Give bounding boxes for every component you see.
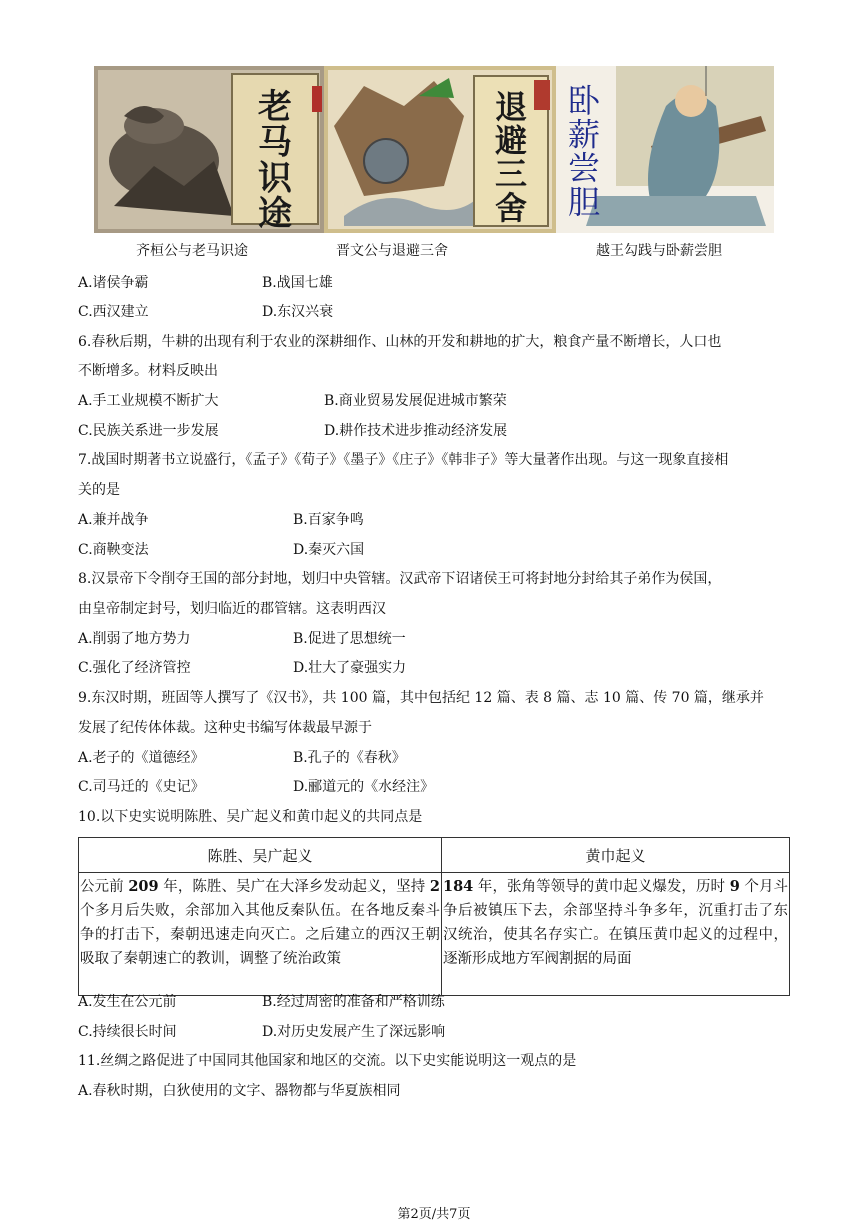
title-char: 马 <box>258 122 292 163</box>
q7-option-b[interactable]: B.百家争鸣 <box>293 512 364 528</box>
q7-options-row-2 <box>78 539 365 561</box>
q7-stem-line-2: 关的是 <box>78 482 120 498</box>
q5-option-c[interactable]: C.西汉建立 <box>78 304 149 320</box>
image-title-2 <box>495 88 527 227</box>
q8-option-a[interactable]: A.削弱了地方势力 <box>78 631 191 647</box>
q10-options-row-1 <box>78 991 445 1013</box>
q8-options-row-2 <box>78 657 407 679</box>
caption-1: 齐桓公与老马识途 <box>136 243 248 259</box>
q9-option-b[interactable]: B.孔子的《春秋》 <box>293 750 406 766</box>
image-woxin-changdan <box>556 66 774 233</box>
page-number: 第2页/共7页 <box>397 1207 471 1222</box>
caption-2: 晋文公与退避三舍 <box>336 243 448 259</box>
q9-options-row-1 <box>78 747 406 769</box>
q6-option-d[interactable]: D.耕作技术进步推动经济发展 <box>324 423 508 439</box>
title-char: 老 <box>258 87 292 127</box>
cell-text: 公元前 <box>80 879 129 895</box>
image-title-1 <box>258 87 293 233</box>
q9-stem-line-1: 9.东汉时期，班固等人撰写了《汉书》，共 100 篇，其中包括纪 12 篇、表 8 篇、志 10 篇、传 70 篇，继承并 <box>78 690 764 706</box>
q6-option-b[interactable]: B.商业贸易发展促进城市繁荣 <box>324 393 507 409</box>
q7-option-c[interactable]: C.商鞅变法 <box>78 542 149 558</box>
table-header-huangjin: 黄巾起义 <box>442 838 790 873</box>
title-char: 途 <box>258 194 292 233</box>
q10-option-d[interactable]: D.对历史发展产生了深远影响 <box>262 1024 446 1040</box>
title-char: 舍 <box>494 188 528 227</box>
q11-stem: 11.丝绸之路促进了中国同其他国家和地区的交流。以下史实能说明这一观点的是 <box>78 1053 577 1069</box>
q7-options-row-1 <box>78 509 364 531</box>
cell-number: 9 <box>729 878 740 895</box>
q6-options-row-2 <box>78 420 508 442</box>
image-title-3 <box>568 82 601 221</box>
title-char: 卧 <box>567 82 601 120</box>
q10-option-b[interactable]: B.经过周密的准备和严格训练 <box>262 994 445 1010</box>
title-char: 三 <box>494 155 528 194</box>
image-laoma-shitu <box>94 66 324 233</box>
q8-options-row-1 <box>78 628 406 650</box>
title-char: 薪 <box>567 115 601 154</box>
q6-options-row-1 <box>78 390 507 412</box>
q5-option-d[interactable]: D.东汉兴衰 <box>262 304 334 320</box>
illustration-strip <box>94 66 774 233</box>
cell-text: 个月斗争后被镇压下去，余部坚持斗争多年，沉重打击了东汉统治，使其名存实亡。在镇压黄巾起义的过程中，逐渐形成地方军阀割据的局面 <box>443 879 788 967</box>
q10-option-a[interactable]: A.发生在公元前 <box>78 994 177 1010</box>
q10-options-row-2 <box>78 1021 446 1043</box>
q8-stem-line-2: 由皇帝制定封号，划归临近的郡管辖。这表明西汉 <box>78 601 386 617</box>
title-char: 尝 <box>567 149 601 188</box>
q9-option-c[interactable]: C.司马迁的《史记》 <box>78 779 205 795</box>
q10-stem: 10.以下史实说明陈胜、吴广起义和黄巾起义的共同点是 <box>78 809 423 825</box>
table-header-chensheng: 陈胜、吴广起义 <box>79 838 442 873</box>
table-cell-huangjin <box>442 873 790 996</box>
cell-number: 184 <box>443 878 474 895</box>
q7-option-d[interactable]: D.秦灭六国 <box>293 542 365 558</box>
title-char: 胆 <box>567 182 601 221</box>
table-header-row <box>79 838 790 873</box>
q6-stem-line-2: 不断增多。材料反映出 <box>78 363 218 379</box>
q5-options-row-1 <box>78 272 333 294</box>
q8-option-c[interactable]: C.强化了经济管控 <box>78 660 191 676</box>
q9-options-row-2 <box>78 776 435 798</box>
q10-option-c[interactable]: C.持续很长时间 <box>78 1024 177 1040</box>
title-char: 退 <box>494 88 528 126</box>
q6-option-a[interactable]: A.手工业规模不断扩大 <box>78 393 219 409</box>
q8-stem-line-1: 8.汉景帝下令削夺王国的部分封地，划归中央管辖。汉武帝下诏诸侯王可将封地分封给其子弟作为侯国， <box>78 571 722 587</box>
cell-text: 年，张角等领导的黄巾起义爆发，历时 <box>473 879 730 895</box>
caption-3: 越王勾践与卧薪尝胆 <box>596 243 722 259</box>
cell-number: 209 <box>128 878 159 895</box>
q9-option-d[interactable]: D.郦道元的《水经注》 <box>293 779 435 795</box>
q5-option-b[interactable]: B.战国七雄 <box>262 275 333 291</box>
cell-text: 年，陈胜、吴广在大泽乡发动起义，坚持 <box>158 879 430 895</box>
title-char: 避 <box>494 121 528 160</box>
q7-stem-line-1: 7.战国时期著书立说盛行，《孟子》《荀子》《墨子》《庄子》《韩非子》等大量著作出现。与这一现象直接相 <box>78 452 729 468</box>
q6-option-c[interactable]: C.民族关系进一步发展 <box>78 423 219 439</box>
table-row <box>79 873 790 996</box>
cell-number: 2 <box>429 878 441 895</box>
q5-options-row-2 <box>78 301 334 323</box>
image-tuibi-sanshe <box>324 66 556 233</box>
q8-option-b[interactable]: B.促进了思想统一 <box>293 631 406 647</box>
table-cell-chensheng <box>79 873 442 996</box>
q7-option-a[interactable]: A.兼并战争 <box>78 512 149 528</box>
q10-comparison-table <box>78 837 790 996</box>
q5-option-a[interactable]: A.诸侯争霸 <box>78 275 149 291</box>
q8-option-d[interactable]: D.壮大了豪强实力 <box>293 660 407 676</box>
q9-option-a[interactable]: A.老子的《道德经》 <box>78 750 205 766</box>
cell-text: 个多月后失败，余部加入其他反秦队伍。在各地反秦斗争的打击下，秦朝迅速走向灭亡。之后建立的西汉王朝吸取了秦朝速亡的教训，调整了统治政策 <box>80 903 440 967</box>
q6-stem-line-1: 6.春秋后期，牛耕的出现有利于农业的深耕细作、山林的开发和耕地的扩大，粮食产量不断增长，人口也 <box>78 334 722 350</box>
title-char: 识 <box>258 158 292 199</box>
q9-stem-line-2: 发展了纪传体体裁。这种史书编写体裁最早源于 <box>78 720 372 736</box>
q11-option-a[interactable]: A.春秋时期，白狄使用的文字、器物都与华夏族相同 <box>78 1083 401 1099</box>
image-captions <box>0 240 868 262</box>
